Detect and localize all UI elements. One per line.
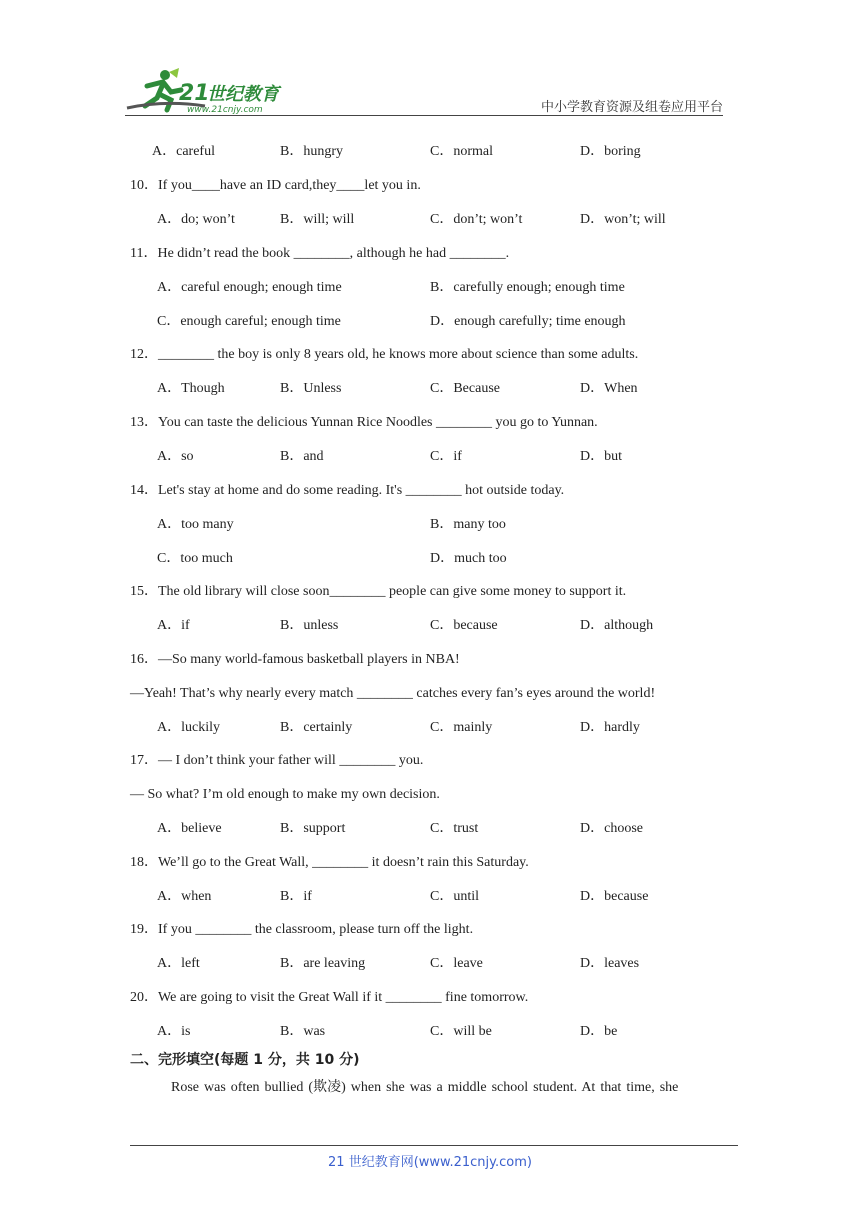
answer-option[interactable]: D．be bbox=[580, 1024, 618, 1039]
answer-option[interactable]: A．careful enough; enough time bbox=[157, 280, 342, 295]
answer-option[interactable]: B．if bbox=[280, 889, 312, 904]
footer-text: 21 世纪教育网(www.21cnjy.com) bbox=[328, 1155, 532, 1170]
answer-option[interactable]: B．support bbox=[280, 821, 346, 836]
answer-option[interactable]: B．certainly bbox=[280, 720, 353, 735]
answer-option[interactable]: B．will; will bbox=[280, 212, 355, 227]
svg-text:www.21cnjy.com: www.21cnjy.com bbox=[187, 105, 263, 114]
answer-option[interactable]: A．so bbox=[157, 449, 194, 464]
answer-option[interactable]: A．believe bbox=[157, 821, 222, 836]
answer-option[interactable]: D．When bbox=[580, 381, 638, 396]
question-stem: 14．Let's stay at home and do some reading. It's ________ hot outside today. bbox=[130, 483, 565, 498]
question-stem: 15．The old library will close soon________ people can give some money to support it. bbox=[130, 584, 627, 599]
answer-option[interactable]: D．but bbox=[580, 449, 622, 464]
answer-option[interactable]: D．won’t; will bbox=[580, 212, 666, 227]
answer-option[interactable]: C．because bbox=[430, 618, 498, 633]
question-stem: 13．You can taste the delicious Yunnan Rice Noodles ________ you go to Yunnan. bbox=[130, 415, 598, 430]
answer-option[interactable]: B．hungry bbox=[280, 144, 343, 159]
answer-option[interactable]: A．is bbox=[157, 1024, 191, 1039]
answer-option[interactable]: C．leave bbox=[430, 956, 483, 971]
answer-option[interactable]: C．don’t; won’t bbox=[430, 212, 523, 227]
answer-option[interactable]: A．if bbox=[157, 618, 190, 633]
answer-option[interactable]: C．until bbox=[430, 889, 480, 904]
answer-option[interactable]: D．enough carefully; time enough bbox=[430, 314, 626, 329]
answer-option[interactable]: B．carefully enough; enough time bbox=[430, 280, 625, 295]
answer-option[interactable]: C．trust bbox=[430, 821, 479, 836]
answer-option[interactable]: A．careful bbox=[152, 144, 215, 159]
answer-option[interactable]: A．do; won’t bbox=[157, 212, 235, 227]
svg-text:世纪教育: 世纪教育 bbox=[207, 84, 279, 105]
question-stem: 10．If you____have an ID card,they____let you in. bbox=[130, 178, 421, 193]
answer-option[interactable]: C．mainly bbox=[430, 720, 493, 735]
section-title: 二、完形填空(每题 1 分，共 10 分) bbox=[130, 1052, 360, 1068]
answer-option[interactable]: C．enough careful; enough time bbox=[157, 314, 341, 329]
footer-divider bbox=[130, 1145, 738, 1146]
question-stem: 17．— I don’t think your father will ________ you. bbox=[130, 753, 424, 768]
answer-option[interactable]: A．too many bbox=[157, 517, 234, 532]
answer-option[interactable]: C．Because bbox=[430, 381, 500, 396]
answer-option[interactable]: D．although bbox=[580, 618, 654, 633]
answer-option[interactable]: D．boring bbox=[580, 144, 641, 159]
question-stem: 12．________ the boy is only 8 years old, he knows more about science than some adults. bbox=[130, 347, 639, 362]
answer-option[interactable]: A．luckily bbox=[157, 720, 220, 735]
answer-option[interactable]: B．and bbox=[280, 449, 324, 464]
answer-option[interactable]: A．Though bbox=[157, 381, 225, 396]
answer-option[interactable]: B．unless bbox=[280, 618, 339, 633]
answer-option[interactable]: A．when bbox=[157, 889, 212, 904]
question-stem: 11．He didn’t read the book ________, although he had ________. bbox=[130, 246, 510, 261]
svg-text:21: 21 bbox=[179, 81, 210, 106]
answer-option[interactable]: D．hardly bbox=[580, 720, 640, 735]
question-stem: 19．If you ________ the classroom, please turn off the light. bbox=[130, 922, 474, 937]
platform-name: 中小学教育资源及组卷应用平台 bbox=[540, 100, 723, 115]
answer-option[interactable]: C．too much bbox=[157, 551, 233, 566]
dialogue-line: —Yeah! That’s why nearly every match ________ catches every fan’s eyes around the world! bbox=[130, 686, 656, 701]
question-stem: 20．We are going to visit the Great Wall if it ________ fine tomorrow. bbox=[130, 990, 529, 1005]
question-stem: 16．—So many world-famous basketball players in NBA! bbox=[130, 652, 460, 667]
answer-option[interactable]: D．much too bbox=[430, 551, 507, 566]
passage-text: Rose was often bullied (欺凌) when she was a middle school student. At that time, she bbox=[171, 1080, 679, 1095]
answer-option[interactable]: D．because bbox=[580, 889, 649, 904]
question-stem: 18．We’ll go to the Great Wall, ________ it doesn’t rain this Saturday. bbox=[130, 855, 529, 870]
answer-option[interactable]: D．leaves bbox=[580, 956, 640, 971]
dialogue-line: — So what? I’m old enough to make my own decision. bbox=[130, 787, 440, 802]
answer-option[interactable]: C．normal bbox=[430, 144, 493, 159]
answer-option[interactable]: A．left bbox=[157, 956, 200, 971]
answer-option[interactable]: B．was bbox=[280, 1024, 326, 1039]
answer-option[interactable]: B．Unless bbox=[280, 381, 342, 396]
answer-option[interactable]: D．choose bbox=[580, 821, 643, 836]
answer-option[interactable]: C．will be bbox=[430, 1024, 492, 1039]
answer-option[interactable]: B．are leaving bbox=[280, 956, 366, 971]
answer-option[interactable]: B．many too bbox=[430, 517, 506, 532]
answer-option[interactable]: C．if bbox=[430, 449, 462, 464]
